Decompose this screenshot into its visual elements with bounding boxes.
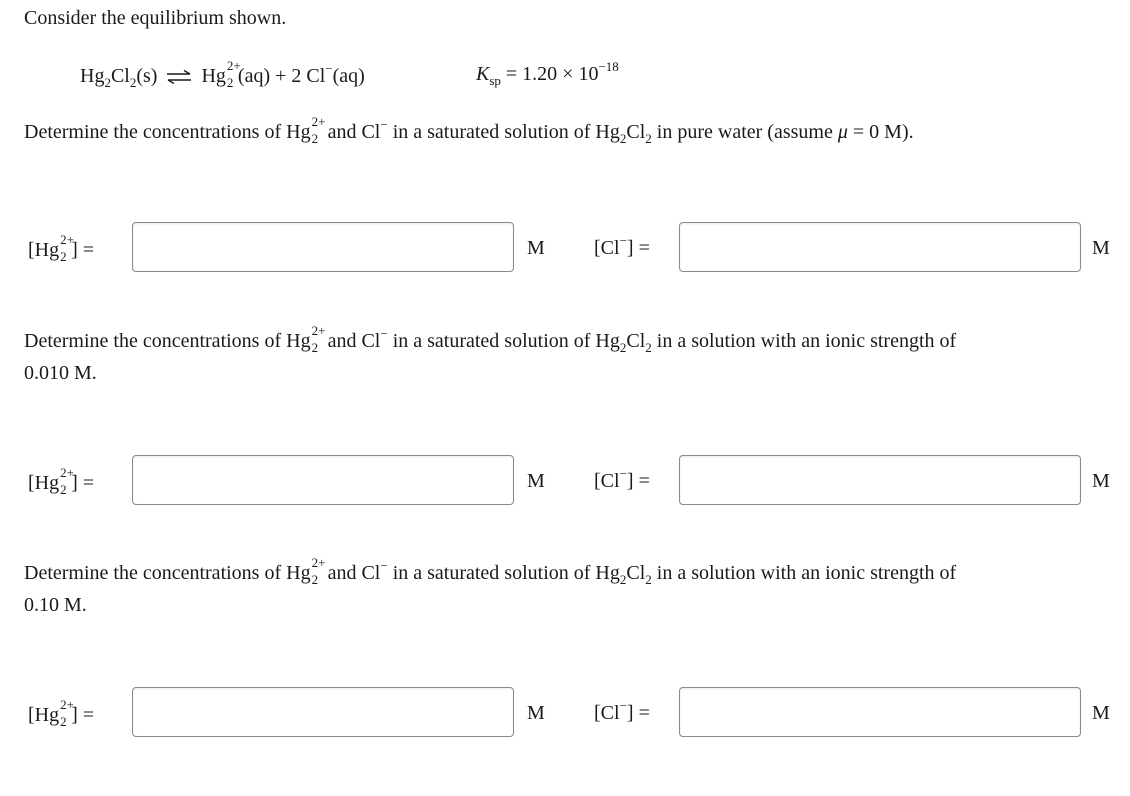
reaction-equation	[80, 58, 365, 90]
q3-cl-label: [Cl−] =	[594, 698, 650, 724]
q1-cl-input[interactable]	[679, 222, 1081, 272]
reaction-reactant: $Hg_2Cl_2(s)$	[80, 65, 158, 90]
reaction-products: Hg 2+ 2 (aq) + 2 Cl−(aq)	[201, 58, 365, 90]
intro-text: Consider the equilibrium shown.	[24, 7, 287, 29]
q1-hg-label: [Hg 2+ 2 ] =	[28, 232, 95, 264]
question-3-line2: 0.10 M.	[24, 594, 87, 616]
q3-hg-unit: M	[527, 702, 545, 724]
q1-cl-label: [Cl−] =	[594, 233, 650, 259]
question-2-text: Determine the concentrations of Hg 2+ 2 and Cl− in a saturated solution of $Hg_2Cl_2$ in a solution with an ionic strength of	[24, 323, 957, 355]
q1-hg-input[interactable]	[132, 222, 514, 272]
q1-cl-unit: M	[1092, 237, 1110, 259]
q2-cl-label: [Cl−] =	[594, 466, 650, 492]
q2-hg-input[interactable]	[132, 455, 514, 505]
q1-hg-unit: M	[527, 237, 545, 259]
question-1-text: Determine the concentrations of Hg 2+ 2 and Cl− in a saturated solution of $Hg_2Cl_2$ in pure water (assume μ = 0 M).	[24, 114, 914, 146]
q2-cl-unit: M	[1092, 470, 1110, 492]
q3-hg-input[interactable]	[132, 687, 514, 737]
q2-hg-unit: M	[527, 470, 545, 492]
equilibrium-arrow-icon	[166, 70, 192, 84]
question-2-line2: 0.010 M.	[24, 362, 97, 384]
q3-cl-unit: M	[1092, 702, 1110, 724]
q3-hg-label: [Hg 2+ 2 ] =	[28, 697, 95, 729]
question-3-text: Determine the concentrations of Hg 2+ 2 and Cl− in a saturated solution of $Hg_2Cl_2$ in a solution with an ionic strength of	[24, 555, 957, 587]
ksp-label: K	[476, 63, 490, 85]
q2-cl-input[interactable]	[679, 455, 1081, 505]
q3-cl-input[interactable]	[679, 687, 1081, 737]
ksp-expression: $K_{sp} = 1.20 \times 10^{-18}$	[476, 59, 619, 88]
q2-hg-label: [Hg 2+ 2 ] =	[28, 465, 95, 497]
